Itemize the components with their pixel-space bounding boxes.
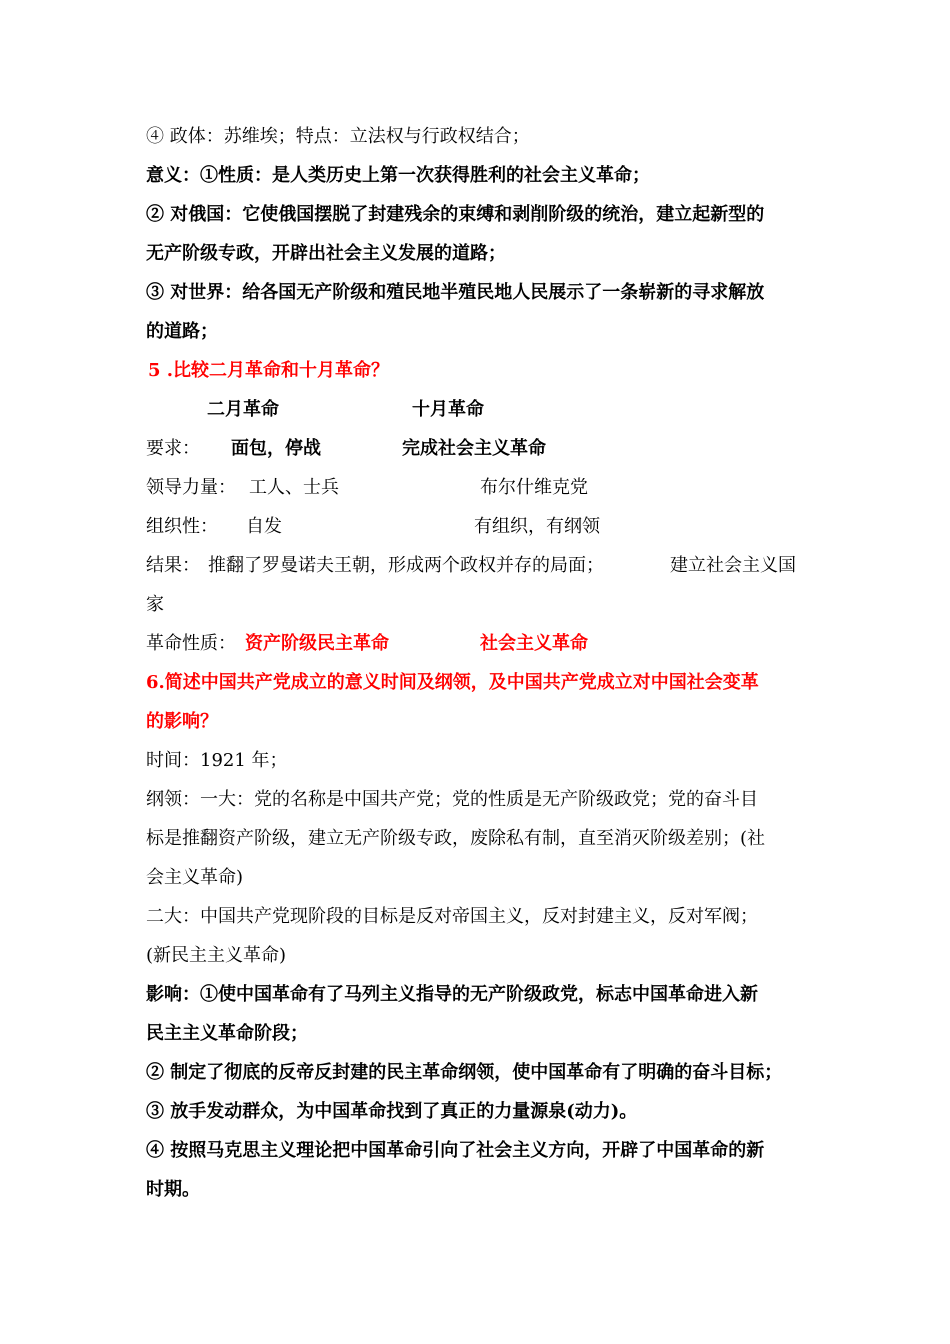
organization-october: 有组织，有纲领 bbox=[474, 516, 600, 537]
row-label-result: 结果： bbox=[146, 555, 200, 576]
impact-point-2: ② 制定了彻底的反帝反封建的民主革命纲领，使中国革命有了明确的奋斗目标； bbox=[146, 1062, 783, 1083]
row-label-demand: 要求： bbox=[146, 438, 200, 459]
column-header-february: 二月革命 bbox=[207, 399, 279, 420]
organization-february: 自发 bbox=[246, 516, 282, 537]
program-second-congress-line-2: (新民主主义革命) bbox=[146, 945, 287, 966]
nature-february: 资产阶级民主革命 bbox=[245, 633, 389, 654]
founding-time: 时间：1921 年； bbox=[146, 750, 288, 771]
column-header-october: 十月革命 bbox=[412, 399, 484, 420]
impact-point-1-line-2: 民主主义革命阶段； bbox=[146, 1023, 308, 1044]
program-first-congress-line-3: 会主义革命) bbox=[146, 867, 244, 888]
demand-february: 面包，停战 bbox=[231, 438, 321, 459]
program-second-congress-line-1: 二大：中国共产党现阶段的目标是反对帝国主义，反对封建主义，反对军阀； bbox=[146, 906, 758, 927]
demand-october: 完成社会主义革命 bbox=[402, 438, 546, 459]
question-6-heading-line-2: 的影响？ bbox=[146, 711, 218, 732]
impact-point-3: ③ 放手发动群众，为中国革命找到了真正的力量源泉(动力)。 bbox=[146, 1101, 638, 1122]
program-first-congress-line-1: 纲领：一大：党的名称是中国共产党；党的性质是无产阶级政党；党的奋斗目 bbox=[146, 789, 758, 810]
impact-point-4-line-2: 时期。 bbox=[146, 1179, 200, 1200]
significance-label: 意义： bbox=[146, 165, 200, 186]
question-5-heading: 5 .比较二月革命和十月革命？ bbox=[148, 360, 390, 381]
significance-paragraph bbox=[146, 165, 650, 187]
result-october-continued: 家 bbox=[146, 594, 164, 615]
regime-paragraph: ④ 政体：苏维埃；特点：立法权与行政权结合； bbox=[146, 126, 530, 147]
significance-point-3-line-2: 的道路； bbox=[146, 321, 218, 342]
result-february: 推翻了罗曼诺夫王朝，形成两个政权并存的局面； bbox=[208, 555, 604, 576]
result-october: 建立社会主义国 bbox=[670, 555, 796, 576]
impact-point-4-line-1: ④ 按照马克思主义理论把中国革命引向了社会主义方向，开辟了中国革命的新 bbox=[146, 1140, 765, 1161]
impact-point-1-line-1: 影响：①使中国革命有了马列主义指导的无产阶级政党，标志中国革命进入新 bbox=[146, 984, 758, 1005]
nature-october: 社会主义革命 bbox=[480, 633, 588, 654]
row-label-leader: 领导力量： bbox=[146, 477, 236, 498]
significance-point-1: ①性质：是人类历史上第一次获得胜利的社会主义革命； bbox=[200, 165, 650, 186]
significance-point-2-line-1: ② 对俄国：它使俄国摆脱了封建残余的束缚和剥削阶级的统治，建立起新型的 bbox=[146, 204, 765, 225]
row-label-nature: 革命性质： bbox=[146, 633, 236, 654]
program-first-congress-line-2: 标是推翻资产阶级，建立无产阶级专政，废除私有制，直至消灭阶级差别；(社 bbox=[146, 828, 766, 849]
row-label-organization: 组织性： bbox=[146, 516, 218, 537]
leader-february: 工人、士兵 bbox=[249, 477, 339, 498]
question-6-heading-line-1: 6.简述中国共产党成立的意义时间及纲领，及中国共产党成立对中国社会变革 bbox=[146, 672, 759, 693]
leader-october: 布尔什维克党 bbox=[480, 477, 588, 498]
significance-point-2-line-2: 无产阶级专政，开辟出社会主义发展的道路； bbox=[146, 243, 506, 264]
significance-point-3-line-1: ③ 对世界：给各国无产阶级和殖民地半殖民地人民展示了一条崭新的寻求解放 bbox=[146, 282, 765, 303]
